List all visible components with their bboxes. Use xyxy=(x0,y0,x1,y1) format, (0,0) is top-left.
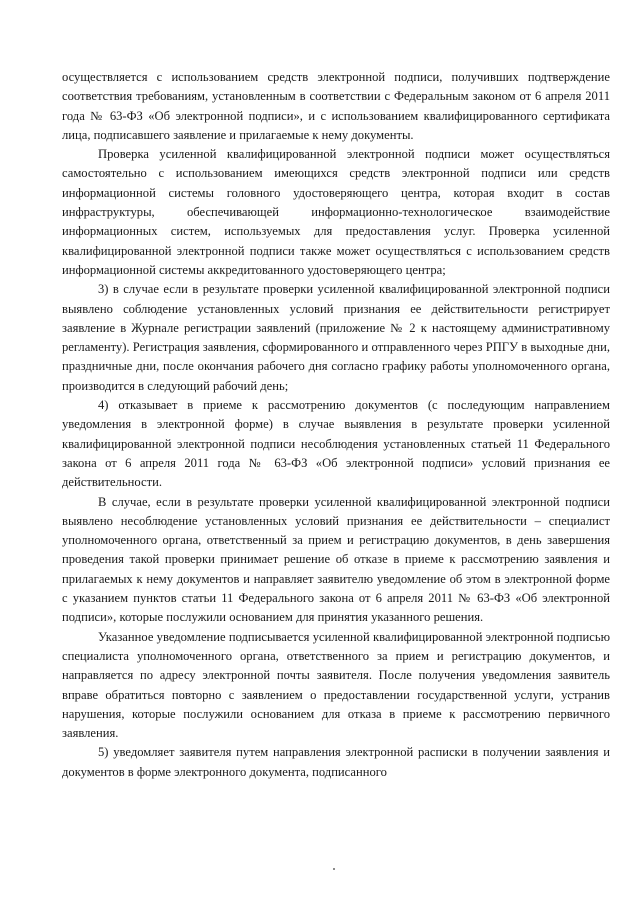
paragraph-item-3: 3) в случае если в результате проверки усиленной квалифицированной электронной подписи выявлено соблюдение установленных условий признания ее действительности регистрирует заявление в Журнале регистрации заявлений (приложение № 2 к настоящему административному регламенту). Регистрация заявления, сформированного и отправленного через РПГУ в выходные дни, праздничные дни, после окончания рабочего дня согласно графику работы уполномоченного органа, производится в следующий рабочий день; xyxy=(62,282,610,393)
scan-speck xyxy=(333,868,335,870)
paragraph-continuation: осуществляется с использованием средств электронной подписи, получивших подтверждение соответствия требованиям, установленным в соответствии с Федеральным законом от 6 апреля 2011 года № 63-ФЗ «Об электронной подписи», и с использованием квалифицированного сертификата лица, подписавшего заявление и прилагаемые к нему документы. xyxy=(62,70,610,142)
paragraph-item-4: 4) отказывает в приеме к рассмотрению документов (с последующим направлением уведомления в электронной форме) в случае выявления в результате проверки усиленной квалифицированной электронной подписи несоблюдения установленных статьей 11 Федерального закона от 6 апреля 2011 года № 63-ФЗ «Об электронной подписи» условий признания ее действительности. xyxy=(62,398,610,490)
paragraph-notification: Указанное уведомление подписывается усиленной квалифицированной электронной подписью специалиста уполномоченного органа, ответственного за прием и регистрацию документов, и направляется по адресу электронной почты заявителя. После получения уведомления заявитель вправе обратиться повторно с заявлением о предоставлении государственной услуги, устранив нарушения, которые послужили основанием для отказа в приеме к рассмотрению первичного заявления. xyxy=(62,629,610,741)
document-body xyxy=(62,68,610,782)
paragraph-item-5: 5) уведомляет заявителя путем направления электронной расписки в получении заявления и документов в форме электронного документа, подписанного xyxy=(62,745,610,779)
paragraph-refusal-case: В случае, если в результате проверки усиленной квалифицированной электронной подписи выявлено несоблюдение установленных условий признания ее действительности – специалист уполномоченного органа, ответственный за прием и регистрацию документов, в день завершения проведения такой проверки принимает решение об отказе в приеме к рассмотрению заявления и прилагаемых к нему документов и направляет заявителю уведомление об этом в электронной форме с указанием пунктов статьи 11 Федерального закона от 6 апреля 2011 № 63-ФЗ «Об электронной подписи», которые послужили основанием для принятия указанного решения. xyxy=(62,494,610,625)
paragraph-signature-verification: Проверка усиленной квалифицированной электронной подписи может осуществляться самостоятельно с использованием имеющихся средств электронной подписи или средств информационной системы головного удостоверяющего центра, которая входит в состав инфраструктуры, обеспечивающей информационно-технологическое взаимодействие информационных систем, используемых для предоставления услуг. Проверка усиленной квалифицированной электронной подписи также может осуществляться с использованием средств информационной системы аккредитованного удостоверяющего центра; xyxy=(62,147,610,277)
